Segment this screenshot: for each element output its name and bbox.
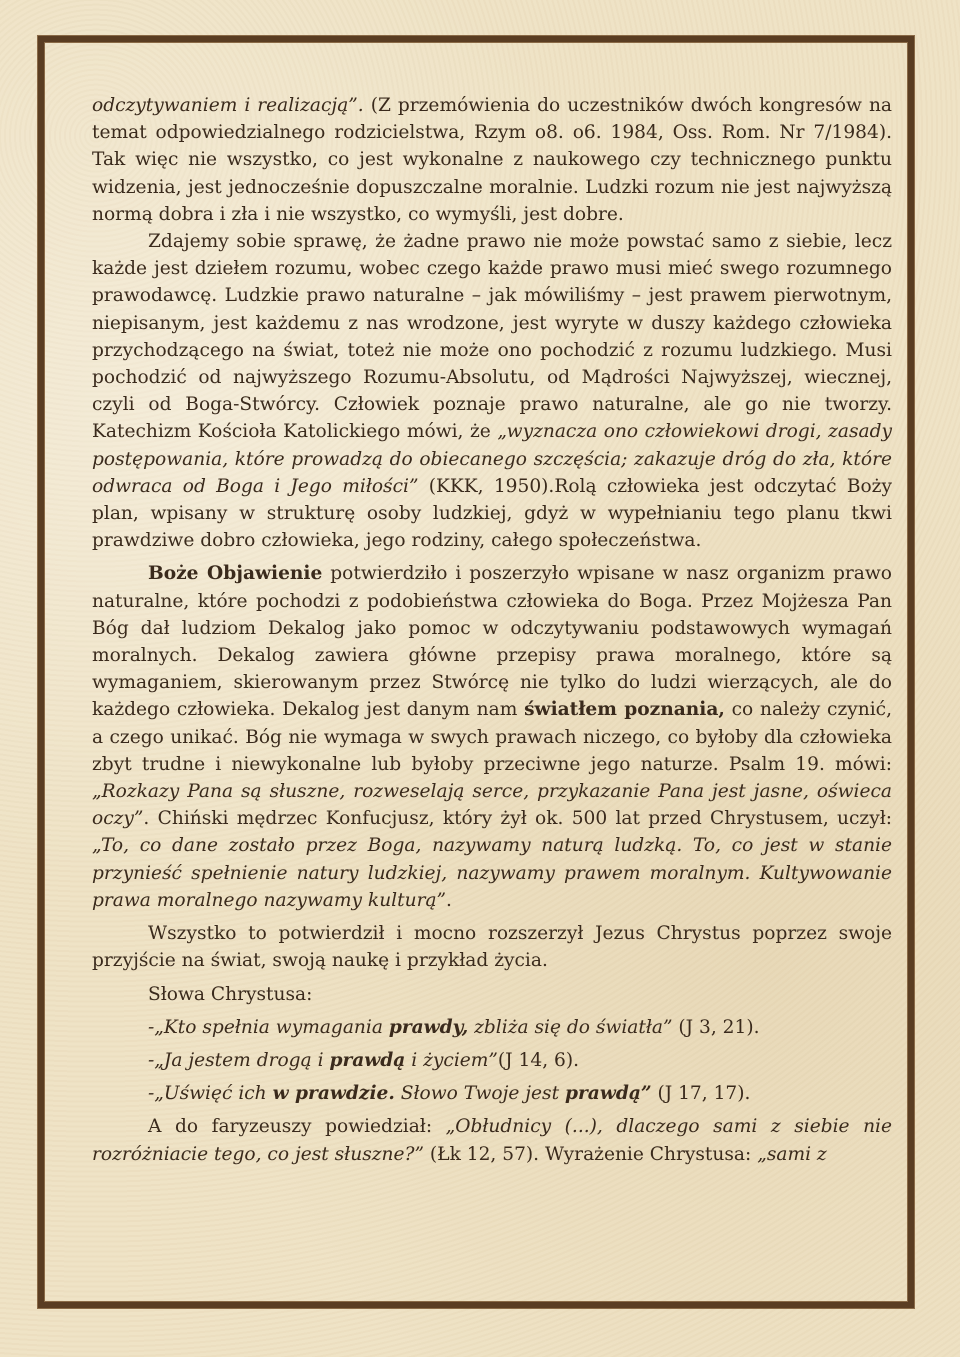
- italic-text: Słowo Twoje jest: [394, 1083, 565, 1105]
- text: Zdajemy sobie sprawę, że żadne prawo nie może powstać samo z siebie, lecz każde jest dziełem rozumu, wobec czego każde prawo musi mieć swego rozumnego prawodawcę. Ludzkie prawo naturalne – jak mówiliśmy – jest prawem pierwotnym, niepisanym, jest każdemu z nas wrodzone, jest wyryte w duszy każdego człowieka przychodzącego na świat, toteż nie może ono pochodzić z rozumu ludzkiego. Musi pochodzić od najwyższego Rozumu-Absolutu, od Mądrości Najwyższej, wiecznej, czyli od Boga-Stwórcy. Człowiek poznaje prawo naturalne, ale go nie tworzy. Katechizm Kościoła Katolickiego mówi, że: [92, 231, 892, 443]
- bold-italic-text: w prawdzie.: [272, 1083, 395, 1105]
- text: . Chiński mędrzec Konfucjusz, który żył ok. 500 lat przed Chrystusem, uczył:: [143, 808, 892, 830]
- pharisees-quote: „Obłudnicy (...), dlaczego sami z siebie nie rozróżniacie tego, co jest słuszne?”: [92, 1116, 893, 1165]
- psalm-quote: „Rozkazy Pana są słuszne, rozweselają serce, przykazanie Pana jest jasne, oświeca oczy”: [92, 781, 892, 830]
- paragraph-6: [92, 1113, 892, 1167]
- text: (Łk 12, 57). Wyrażenie Chrystusa:: [423, 1143, 758, 1165]
- document-body: [92, 92, 892, 1168]
- text: (Z przemówienia do uczestników dwóch kongresów na temat odpowiedzialnego rodzicielstwa, Rzym o8. o6. 1984, Oss. Rom. Nr 7/1984). Tak więc nie wszystko, co jest wykonalne z naukowego czy technicznego punktu widzenia, jest jednocześnie dopuszczalne moralnie. Ludzki rozum nie jest najwyższą normą dobra i zła i nie wszystko, co wymyśli, jest dobre.: [92, 95, 893, 225]
- italic-text: odczytywaniem i realizacją”.: [92, 95, 364, 116]
- quote-line-3: [92, 1080, 892, 1107]
- text: .: [446, 889, 452, 911]
- paragraph-2: [92, 228, 892, 554]
- text: potwierdziło i poszerzyło wpisane w nasz organizm prawo naturalne, które pochodzi z podobieństwa człowieka do Boga. Przez Mojżesza Pan Bóg dał ludziom Dekalog jako pomoc w odczytywaniu podstawowych wymagań moralnych. Dekalog zawiera główne przepisy prawa moralnego, które są wymaganiem, skierowanym przez Stwórcę nie tylko do ludzi wierzących, ale do każdego człowieka. Dekalog jest danym nam: [92, 563, 892, 721]
- text: co należy czynić, a czego unikać. Bóg nie wymaga w swych prawach niczego, co byłoby dla człowieka zbyt trudne i niewykonalne lub byłoby przeciwne jego naturze. Psalm 19. mówi:: [92, 699, 892, 775]
- italic-text: -„Ja jestem drogą i: [148, 1049, 330, 1071]
- italic-text: -„Uświęć ich: [148, 1083, 273, 1105]
- paragraph-3: [92, 560, 892, 914]
- italic-text: -„Kto spełnia wymagania: [148, 1016, 389, 1038]
- quote-line-1: [92, 1014, 892, 1041]
- bold-italic-text: prawdą”: [564, 1083, 652, 1105]
- paragraph-4: Wszystko to potwierdził i mocno rozszerzył Jezus Chrystus poprzez swoje przyjście na świat, swoją naukę i przykład życia.: [92, 923, 892, 972]
- confucius-quote: „To, co dane zostało przez Boga, nazywamy naturą ludzką. To, co jest w stanie przynieść spełnienie natury ludzkiej, nazywamy prawem moralnym. Kultywowanie prawa moralnego nazywamy kulturą”: [92, 835, 892, 911]
- bold-term-objawienie: Boże Objawienie: [148, 563, 323, 585]
- kkk-quote: „wyznacza ono człowiekowi drogi, zasady postępowania, które prowadzą do obiecanego szczęścia; zakazuje dróg do zła, które odwraca od Boga i Jego miłości”: [92, 421, 892, 497]
- text: (KKK, 1950).Rolą człowieka jest odczytać Boży plan, wpisany w strukturę osoby ludzkiej, gdyż w wypełnianiu tego planu tkwi prawdziwe dobro człowieka, jego rodziny, całego społeczeństwa.: [92, 475, 892, 552]
- reference: (J 14, 6).: [497, 1049, 580, 1071]
- bold-italic-text: prawdą: [329, 1049, 406, 1071]
- bold-term-swiatlem: światłem poznania,: [524, 699, 725, 721]
- reference: (J 3, 21).: [672, 1016, 760, 1038]
- reference: (J 17, 17).: [651, 1083, 751, 1105]
- paragraph-1: [92, 92, 892, 228]
- italic-text: „sami z: [757, 1143, 827, 1165]
- bold-italic-text: prawdy,: [388, 1016, 469, 1038]
- quote-line-2: [92, 1047, 892, 1074]
- italic-text: i życiem”: [405, 1049, 498, 1071]
- paragraph-5: Słowa Chrystusa:: [148, 983, 313, 1005]
- italic-text: zbliża się do światła”: [468, 1016, 673, 1038]
- text: A do faryzeuszy powiedział:: [148, 1116, 446, 1138]
